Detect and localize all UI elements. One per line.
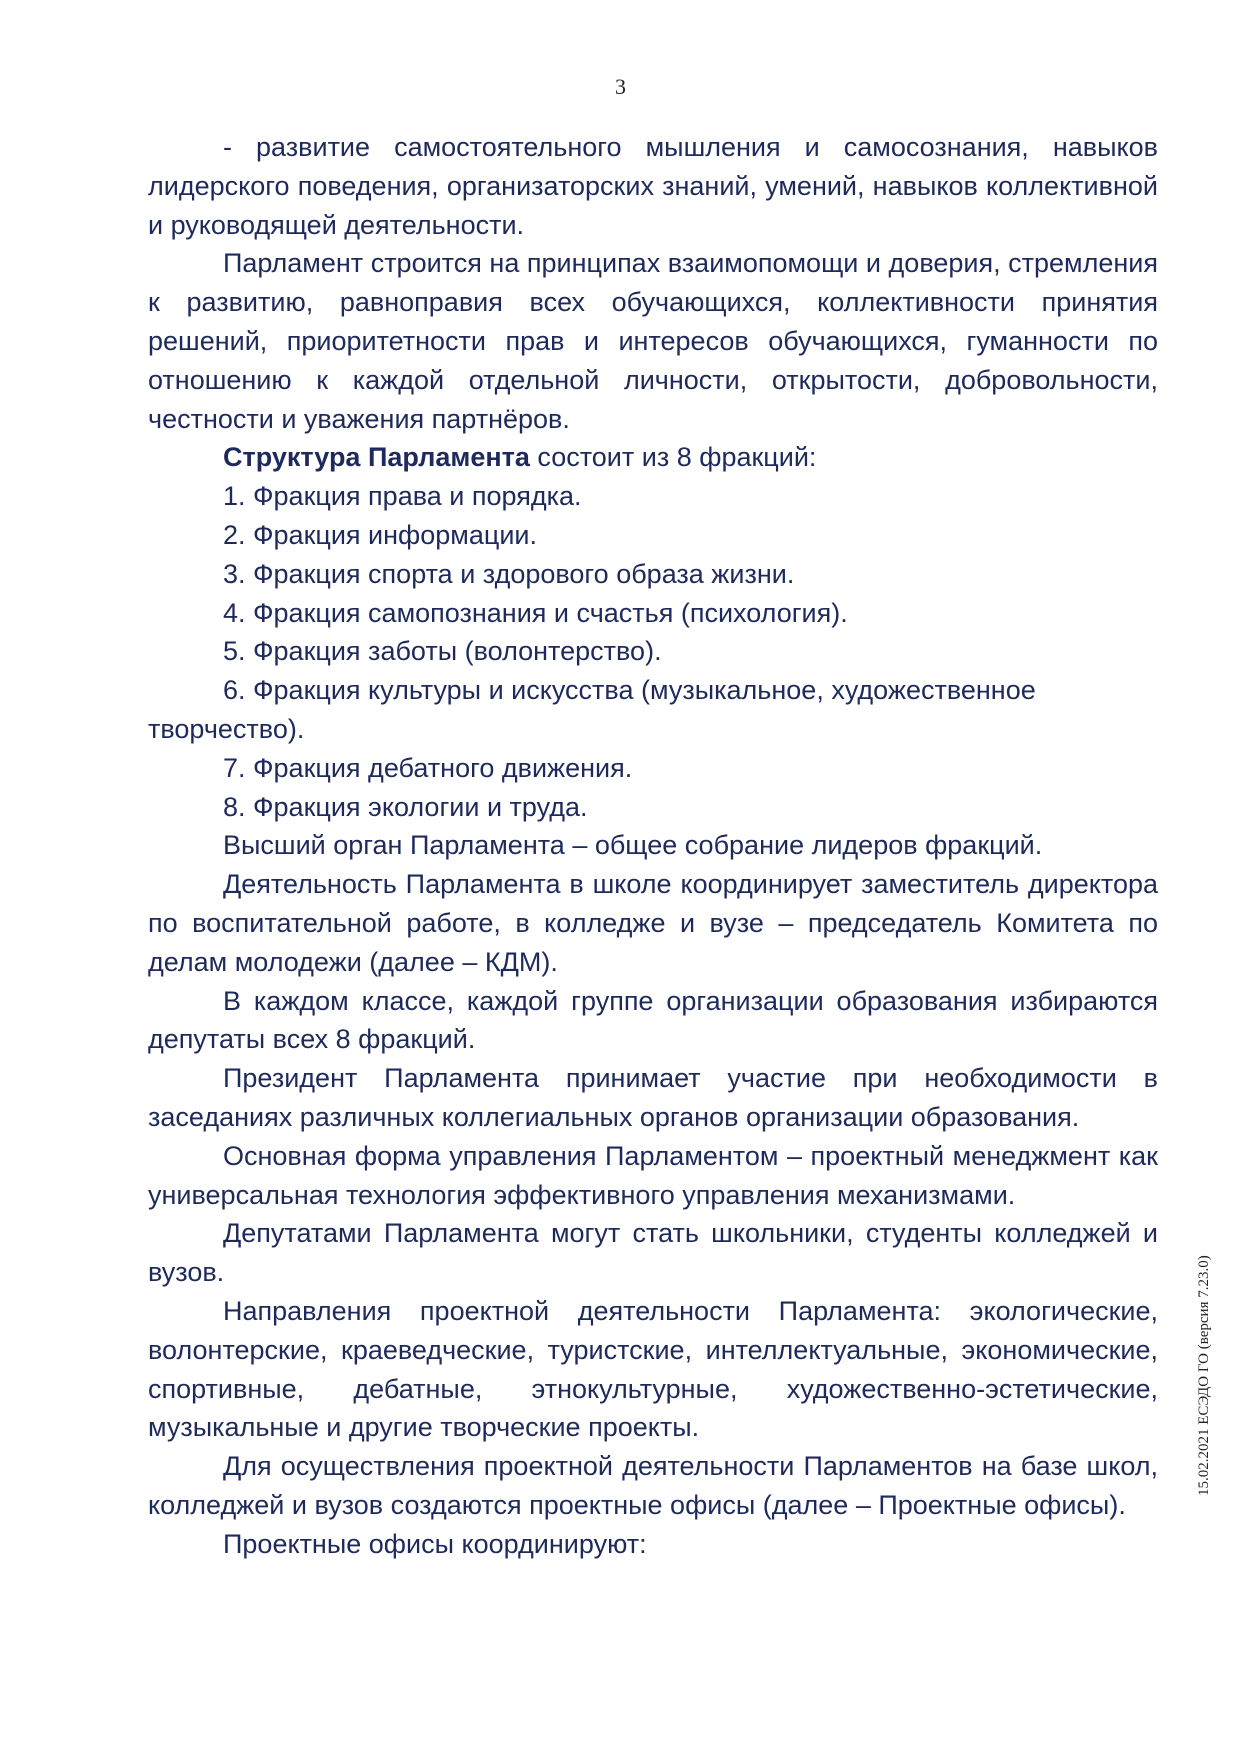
document-body [148, 128, 1158, 1563]
paragraph-project-offices: Для осуществления проектной деятельности Парламентов на базе школ, колледжей и вузов создаются проектные офисы (далее – Проектные офисы). [148, 1451, 1158, 1520]
paragraph-deputies: Депутатами Парламента могут стать школьники, студенты колледжей и вузов. [148, 1218, 1158, 1288]
fraction-list-item: 3. Фракция спорта и здорового образа жизни. [223, 558, 795, 589]
fraction-list-item: 1. Фракция права и порядка. [223, 481, 582, 512]
fraction-list-item: 2. Фракция информации. [223, 519, 538, 550]
paragraph-structure [148, 438, 1158, 477]
structure-heading: Структура Парламента [223, 442, 530, 473]
fraction-list-item: 6. Фракция культуры и искусства (музыкальное, художественное творчество). [148, 675, 1036, 744]
paragraph-development-skills: - развитие самостоятельного мышления и самосознания, навыков лидерского поведения, организаторских знаний, умений, навыков коллективной и руководящей деятельности. [148, 132, 1158, 240]
fraction-list-item: 8. Фракция экологии и труда. [223, 791, 588, 822]
paragraph-offices-coordinate: Проектные офисы координируют: [223, 1528, 647, 1559]
paragraph-principles: Парламент строится на принципах взаимопомощи и доверия, стремления к развитию, равноправия всех обучающихся, коллективности принятия решений, приоритетности прав и интересов обучающихся, гуманности по отношению к каждой отдельной личности, открытости, добровольности, честности и уважения партнёров. [148, 248, 1158, 434]
paragraph-project-directions: Направления проектной деятельности Парламента: экологические, волонтерские, краеведческие, туристские, интеллектуальные, экономические, спортивные, дебатные, этнокультурные, художественно-эстетические, музыкальные и другие творческие проекты. [148, 1295, 1158, 1443]
document-registration-stamp: 15.02.2021 ЕСЭДО ГО (версия 7.23.0) [1196, 1255, 1212, 1496]
paragraph-supreme-body: Высший орган Парламента – общее собрание лидеров фракций. [223, 830, 1043, 861]
fraction-list-item: 5. Фракция заботы (волонтерство). [223, 636, 662, 667]
fraction-list-item: 4. Фракция самопознания и счастья (психология). [223, 597, 848, 628]
structure-text: состоит из 8 фракций: [529, 442, 817, 473]
paragraph-coordination: Деятельность Парламента в школе координирует заместитель директора по воспитательной работе, в колледже и вузе – председатель Комитета по делам молодежи (далее – КДМ). [148, 869, 1158, 977]
paragraph-president: Президент Парламента принимает участие при необходимости в заседаниях различных коллегиальных органов организации образования. [148, 1063, 1158, 1132]
paragraph-management-form: Основная форма управления Парламентом – проектный менеджмент как универсальная технология эффективного управления механизмами. [148, 1140, 1158, 1210]
fraction-list-item: 7. Фракция дебатного движения. [223, 752, 633, 783]
paragraph-deputies-election: В каждом классе, каждой группе организации образования избираются депутаты всех 8 фракций. [148, 985, 1158, 1055]
page-number: 3 [615, 74, 626, 99]
